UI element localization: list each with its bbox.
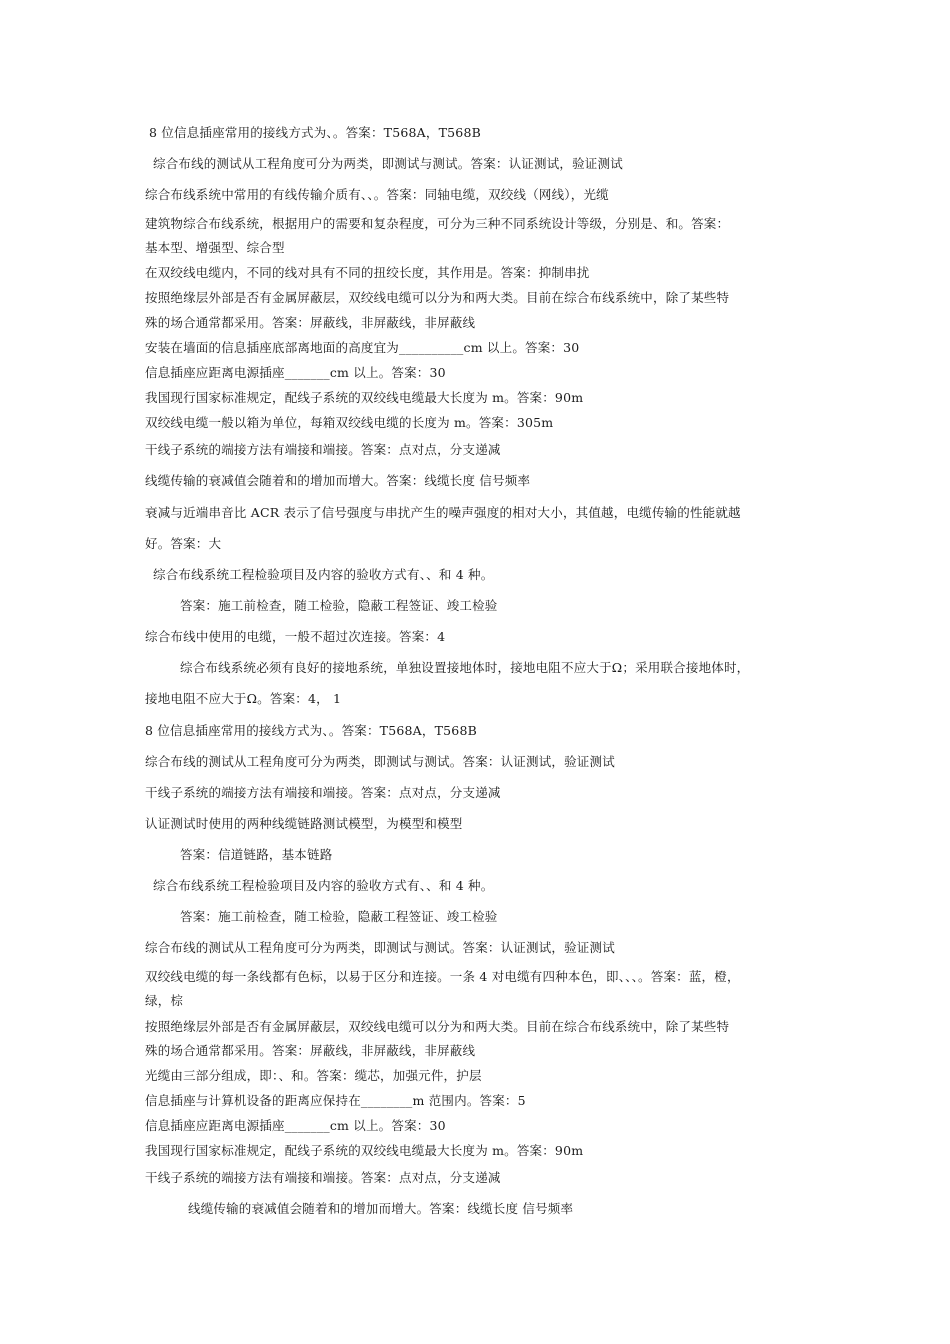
text-line: 基本型、增强型、综合型 xyxy=(145,240,285,255)
text-line: 综合布线的测试从工程角度可分为两类，即测试与测试。答案：认证测试，验证测试 xyxy=(145,754,615,769)
text-line: 在双绞线电缆内，不同的线对具有不同的扭绞长度，其作用是。答案：抑制串扰 xyxy=(145,265,590,280)
text-line: 8 位信息插座常用的接线方式为、。答案：T568A，T568B xyxy=(149,125,481,140)
text-line: 综合布线系统工程检验项目及内容的验收方式有、、和 4 种。 xyxy=(153,567,494,582)
text-line: 干线子系统的端接方法有端接和端接。答案：点对点，分支递减 xyxy=(145,785,501,800)
text-line: 信息插座应距离电源插座_______cm 以上。答案：30 xyxy=(145,365,446,380)
text-line: 我国现行国家标准规定，配线子系统的双绞线电缆最大长度为 m。答案：90m xyxy=(145,1143,584,1158)
text-line: 信息插座与计算机设备的距离应保持在________m 范围内。答案：5 xyxy=(145,1093,526,1108)
text-line: 线缆传输的衰减值会随着和的增加而增大。答案：线缆长度 信号频率 xyxy=(145,473,531,488)
text-line: 认证测试时使用的两种线缆链路测试模型，为模型和模型 xyxy=(145,816,463,831)
text-line: 绿，棕 xyxy=(145,993,184,1008)
text-line: 衰减与近端串音比 ACR 表示了信号强度与串扰产生的噪声强度的相对大小，其值越，电缆传输的性能就越 xyxy=(145,505,741,520)
text-line: 综合布线的测试从工程角度可分为两类，即测试与测试。答案：认证测试，验证测试 xyxy=(145,940,615,955)
text-line: 信息插座应距离电源插座_______cm 以上。答案：30 xyxy=(145,1118,446,1133)
text-line: 接地电阻不应大于Ω。答案：4， 1 xyxy=(145,691,342,706)
text-line: 综合布线系统工程检验项目及内容的验收方式有、、和 4 种。 xyxy=(153,878,494,893)
text-line: 8 位信息插座常用的接线方式为、。答案：T568A，T568B xyxy=(145,723,477,738)
text-line: 安装在墙面的信息插座底部离地面的高度宜为__________cm 以上。答案：30 xyxy=(145,340,580,355)
text-line: 光缆由三部分组成，即：、和。答案：缆芯，加强元件，护层 xyxy=(145,1068,482,1083)
text-line: 综合布线系统必须有良好的接地系统，单独设置接地体时，接地电阻不应大于Ω；采用联合接地体时， xyxy=(180,660,750,675)
text-line: 综合布线的测试从工程角度可分为两类，即测试与测试。答案：认证测试，验证测试 xyxy=(153,156,623,171)
text-line: 好。答案：大 xyxy=(145,536,222,551)
text-line: 答案：施工前检查，随工检验，隐蔽工程签证、竣工检验 xyxy=(180,909,498,924)
text-line: 按照绝缘层外部是否有金属屏蔽层，双绞线电缆可以分为和两大类。目前在综合布线系统中，除了某些特 xyxy=(145,1019,730,1034)
text-line: 殊的场合通常都采用。答案：屏蔽线，非屏蔽线，非屏蔽线 xyxy=(145,1043,476,1058)
text-line: 干线子系统的端接方法有端接和端接。答案：点对点，分支递减 xyxy=(145,442,501,457)
text-line: 双绞线电缆的每一条线都有色标，以易于区分和连接。一条 4 对电缆有四种本色，即、、、。答案：蓝，橙， xyxy=(145,969,740,984)
text-line: 建筑物综合布线系统，根据用户的需要和复杂程度，可分为三种不同系统设计等级，分别是、和。答案： xyxy=(145,216,730,231)
text-line: 干线子系统的端接方法有端接和端接。答案：点对点，分支递减 xyxy=(145,1170,501,1185)
text-line: 综合布线中使用的电缆，一般不超过次连接。答案：4 xyxy=(145,629,446,644)
text-line: 按照绝缘层外部是否有金属屏蔽层，双绞线电缆可以分为和两大类。目前在综合布线系统中，除了某些特 xyxy=(145,290,730,305)
text-line: 答案：信道链路，基本链路 xyxy=(180,847,333,862)
text-line: 答案：施工前检查，随工检验，隐蔽工程签证、竣工检验 xyxy=(180,598,498,613)
text-line: 我国现行国家标准规定，配线子系统的双绞线电缆最大长度为 m。答案：90m xyxy=(145,390,584,405)
text-line: 双绞线电缆一般以箱为单位，每箱双绞线电缆的长度为 m。答案：305m xyxy=(145,415,554,430)
text-line: 殊的场合通常都采用。答案：屏蔽线，非屏蔽线，非屏蔽线 xyxy=(145,315,476,330)
text-line: 线缆传输的衰减值会随着和的增加而增大。答案：线缆长度 信号频率 xyxy=(188,1201,574,1216)
text-line: 综合布线系统中常用的有线传输介质有、、。答案：同轴电缆，双绞线（网线），光缆 xyxy=(145,187,609,202)
